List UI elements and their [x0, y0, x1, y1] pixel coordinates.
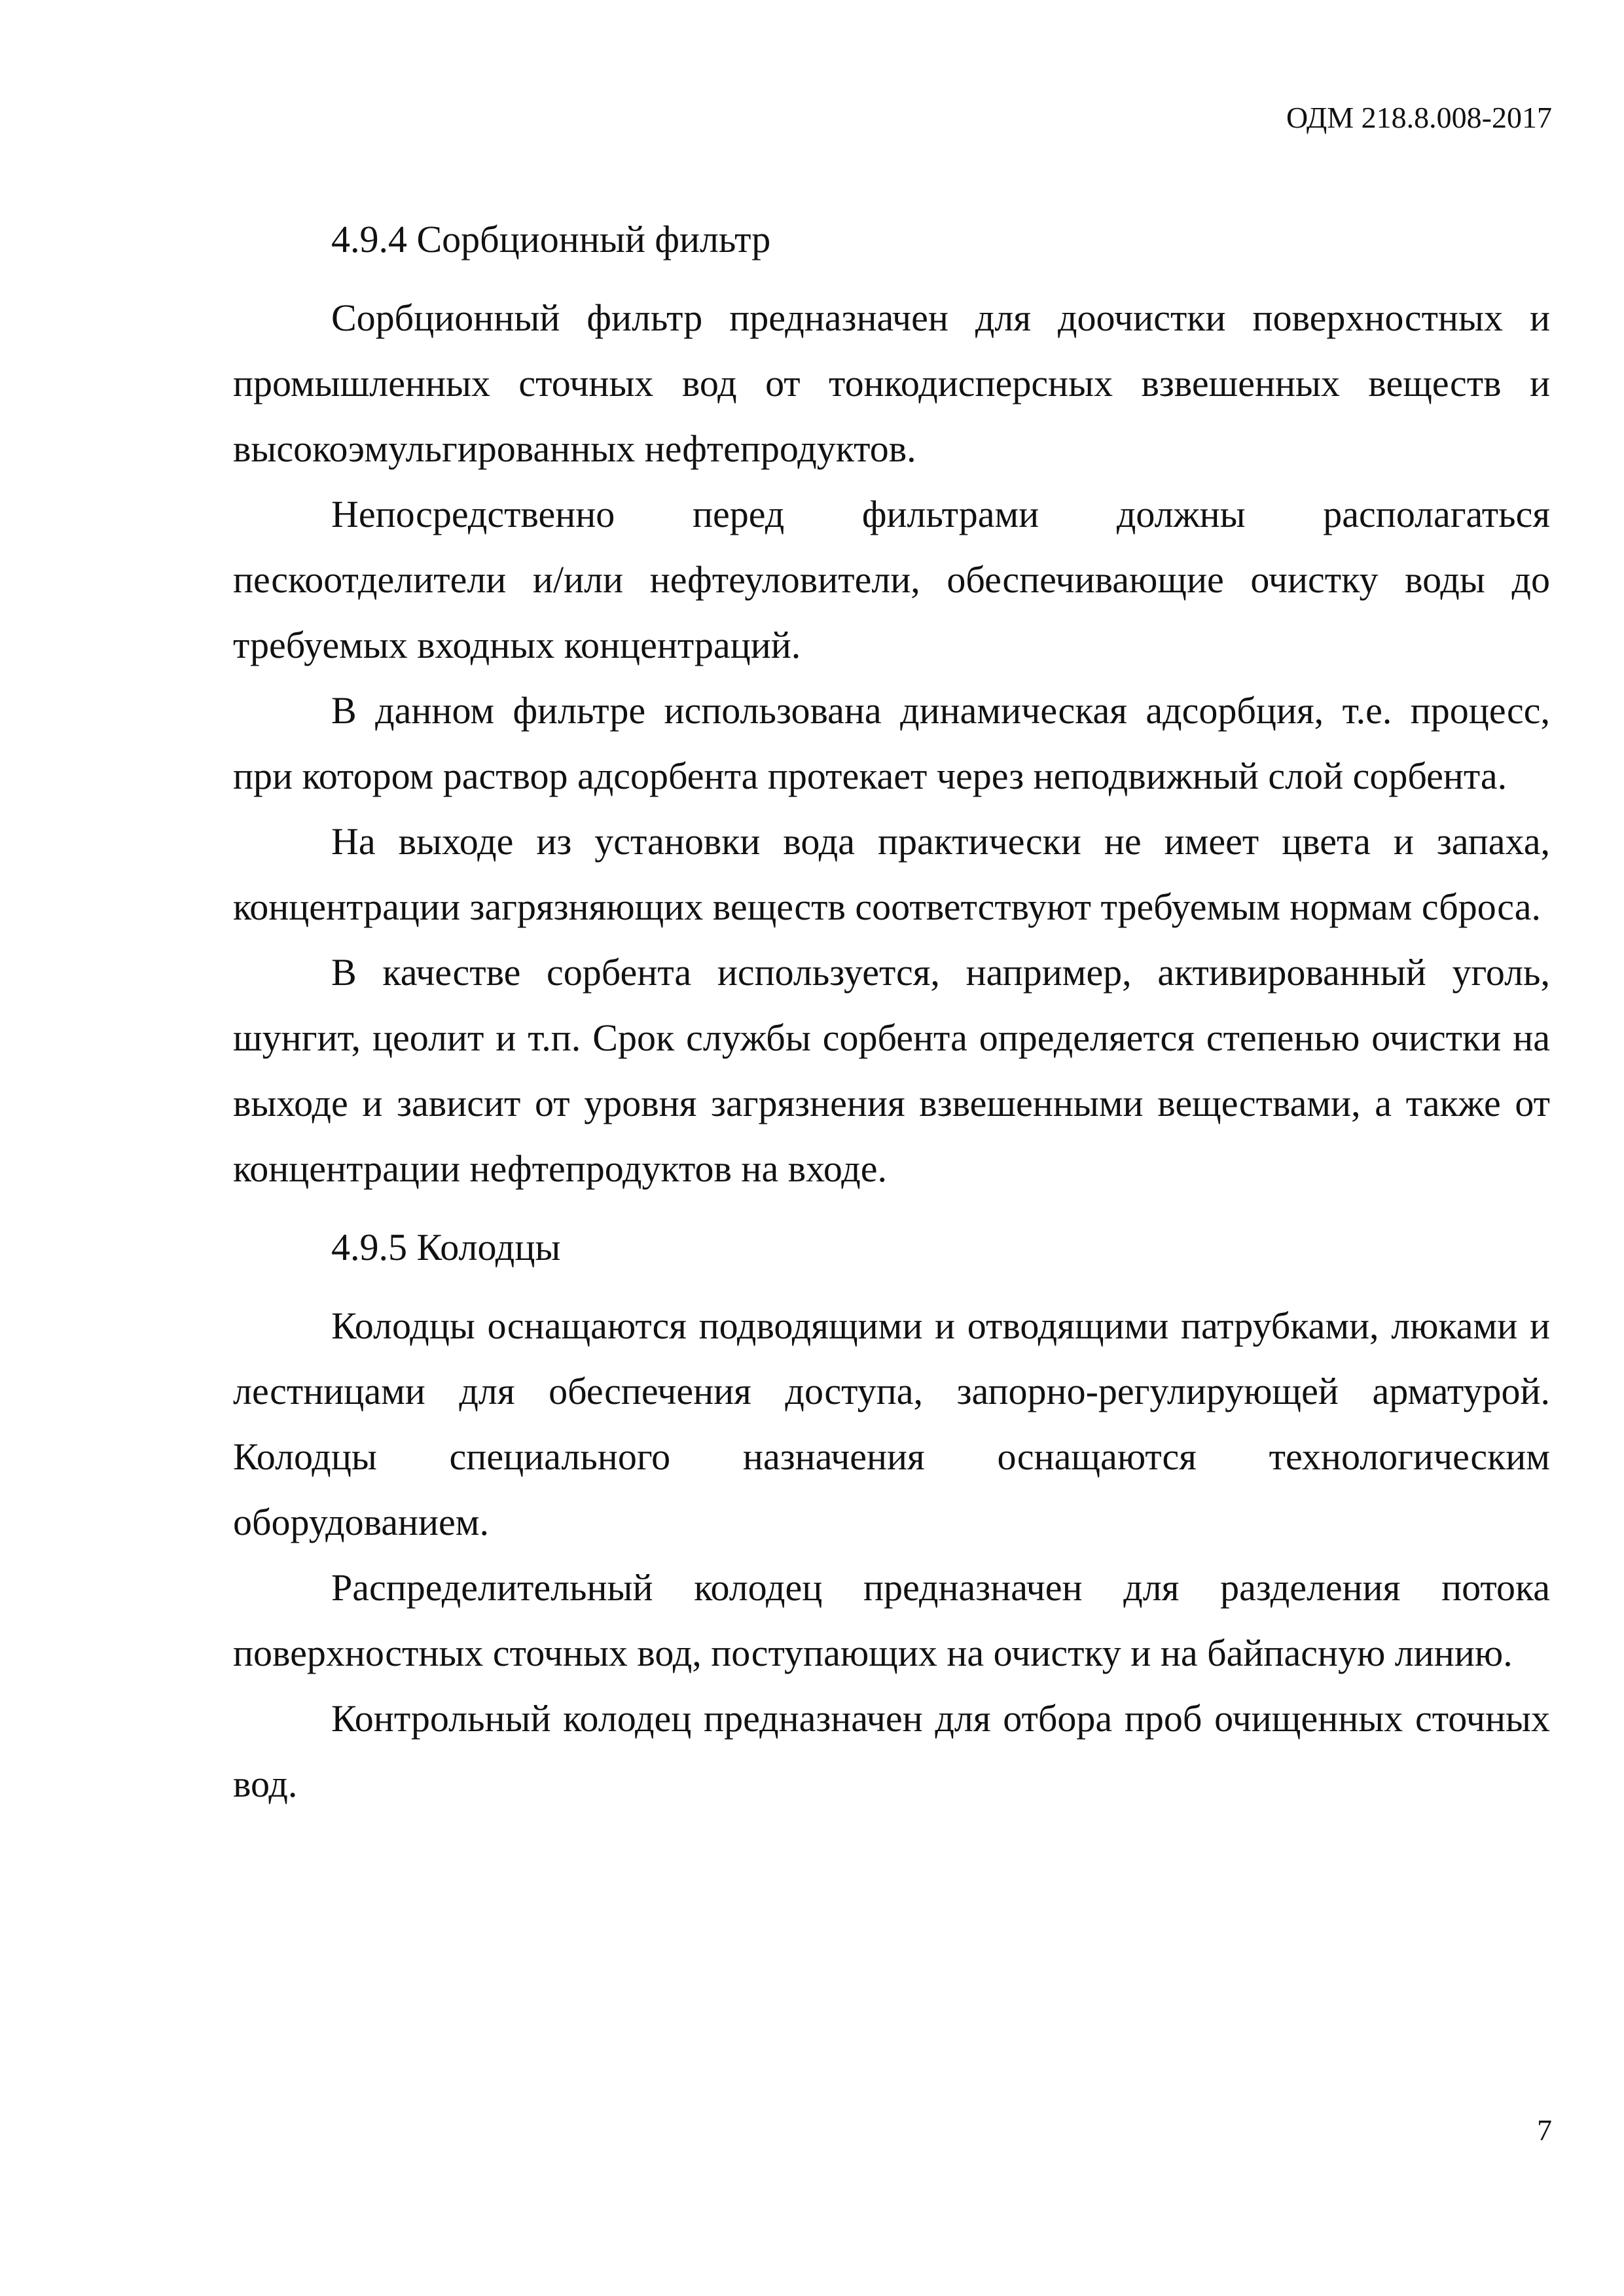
- document-code-header: ОДМ 218.8.008-2017: [1286, 101, 1552, 134]
- paragraph: Колодцы оснащаются подводящими и отводящими патрубками, люками и лестницами для обеспечения доступа, запорно-регулирующей арматурой. Колодцы специального назначения оснащаются технологическим оборудованием.: [233, 1304, 1550, 1543]
- paragraph: Контрольный колодец предназначен для отбора проб очищенных сточных вод.: [233, 1697, 1550, 1805]
- section-heading-4-9-4: 4.9.4 Сорбционный фильтр: [331, 218, 771, 260]
- paragraph: На выходе из установки вода практически не имеет цвета и запаха, концентрации загрязняющих веществ соответствуют требуемым нормам сброса.: [233, 820, 1550, 928]
- paragraph: В качестве сорбента используется, например, активированный уголь, шунгит, цеолит и т.п. Срок службы сорбента определяется степенью очистки на выходе и зависит от уровня загрязнения взвешенными веществами, а также от концентрации нефтепродуктов на входе.: [233, 951, 1550, 1190]
- paragraph: В данном фильтре использована динамическая адсорбция, т.е. процесс, при котором раствор адсорбента протекает через неподвижный слой сорбента.: [233, 689, 1550, 797]
- paragraph: Непосредственно перед фильтрами должны располагаться пескоотделители и/или нефтеуловители, обеспечивающие очистку воды до требуемых входных концентраций.: [233, 493, 1550, 666]
- paragraph: Распределительный колодец предназначен для разделения потока поверхностных сточных вод, поступающих на очистку и на байпасную линию.: [233, 1566, 1550, 1674]
- page-content: [233, 207, 1550, 1817]
- page-number: 7: [1537, 2113, 1552, 2147]
- paragraph: Сорбционный фильтр предназначен для доочистки поверхностных и промышленных сточных вод от тонкодисперсных взвешенных веществ и высокоэмульгированных нефтепродуктов.: [233, 296, 1550, 470]
- section-heading-4-9-5: 4.9.5 Колодцы: [331, 1226, 561, 1268]
